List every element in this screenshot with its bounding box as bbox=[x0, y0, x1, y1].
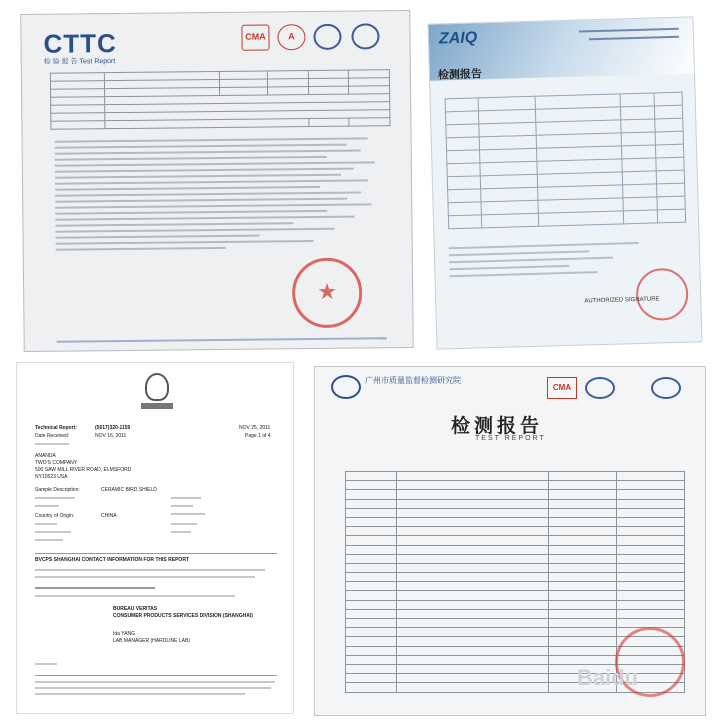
contact-heading: BVCPS SHANGHAI CONTACT INFORMATION FOR THIS REPORT bbox=[35, 557, 189, 563]
report-date: NOV 25, 2011 bbox=[239, 425, 271, 431]
client-address-line1: 500 SAW MILL RIVER ROAD, ELMSFORD bbox=[35, 467, 132, 473]
text-line bbox=[171, 497, 201, 499]
accreditation-seal-icon: A bbox=[277, 24, 305, 50]
technical-report-label: Technical Report: bbox=[35, 425, 77, 431]
baidu-watermark: Baidu bbox=[577, 665, 639, 690]
text-line bbox=[35, 523, 57, 525]
signer-name: Ida YANG bbox=[113, 631, 136, 637]
signer-title: LAB MANAGER (HARDLINE LAB) bbox=[113, 638, 190, 644]
country-origin-label: Country of Origin: bbox=[35, 513, 75, 519]
cma-seal-icon: CMA bbox=[547, 377, 577, 399]
bureau-name: BUREAU VERITAS bbox=[113, 606, 158, 612]
client-company: TWO'S COMPANY bbox=[35, 460, 78, 466]
institute-header: 广州市质量监督检测研究院 bbox=[365, 376, 461, 385]
text-line bbox=[35, 576, 255, 578]
ilac-ring-icon bbox=[351, 23, 379, 49]
bureau-veritas-technical-report bbox=[16, 362, 294, 714]
cnas-ring-icon bbox=[313, 24, 341, 50]
cnas-ring-icon bbox=[585, 377, 615, 399]
zaiq-test-report bbox=[428, 16, 703, 349]
zaiq-logo-text: ZAIQ bbox=[438, 29, 478, 48]
cttc-test-report bbox=[20, 10, 414, 352]
text-line bbox=[35, 569, 265, 571]
technical-report-number: (5617)320-1159 bbox=[95, 425, 131, 431]
text-line bbox=[35, 505, 59, 507]
client-name: ANANDA bbox=[35, 453, 56, 459]
text-line bbox=[35, 539, 63, 541]
text-line bbox=[171, 513, 205, 515]
client-address-line2: NY10523 USA bbox=[35, 474, 68, 480]
zaiq-results-table bbox=[445, 92, 687, 230]
division-name: CONSUMER PRODUCTS SERVICES DIVISION (SHANGHAI) bbox=[113, 613, 253, 619]
cma-seal-icon: CMA bbox=[241, 24, 269, 50]
cttc-footer-line bbox=[53, 333, 391, 347]
ilac-ring-icon bbox=[651, 377, 681, 399]
red-official-stamp: ★ bbox=[292, 257, 363, 328]
text-line bbox=[35, 587, 155, 589]
bureau-veritas-logo-icon bbox=[145, 373, 169, 401]
cttc-info-table bbox=[50, 69, 391, 130]
footer-divider bbox=[35, 675, 277, 676]
section-divider bbox=[35, 553, 277, 554]
report-subtitle: TEST REPORT bbox=[475, 435, 546, 442]
red-official-stamp bbox=[635, 268, 688, 321]
cttc-results-body bbox=[51, 133, 392, 255]
footer-text-line bbox=[35, 687, 271, 689]
report-title: 检测报告 bbox=[451, 416, 544, 437]
authorized-signature-label: AUTHORIZED SIGNATURE bbox=[584, 296, 660, 305]
text-line bbox=[35, 531, 71, 533]
text-line bbox=[171, 523, 197, 525]
text-line bbox=[35, 443, 69, 445]
text-line bbox=[171, 505, 193, 507]
date-received-value: NOV 16, 2011 bbox=[95, 433, 127, 439]
cttc-logo-text: CTTC bbox=[43, 28, 118, 59]
guangzhou-test-report bbox=[314, 366, 706, 716]
sample-description-value: CERAMIC BIRD SHIELD bbox=[101, 487, 157, 493]
text-line bbox=[35, 595, 235, 597]
footer-text-line bbox=[35, 681, 275, 683]
date-received-label: Date Received: bbox=[35, 433, 70, 439]
text-line bbox=[35, 497, 75, 499]
bureau-veritas-logo-bar bbox=[141, 403, 173, 409]
text-line bbox=[171, 531, 191, 533]
country-origin-value: CHINA bbox=[101, 513, 117, 519]
cttc-report-subtitle: 检 验 报 告 Test Report bbox=[43, 58, 116, 66]
sample-description-label: Sample Description: bbox=[35, 487, 80, 493]
text-line bbox=[35, 663, 57, 665]
zaiq-report-title: 检测报告 bbox=[437, 68, 483, 82]
zaiq-notes bbox=[449, 237, 650, 283]
page-info: Page 1 of 4 bbox=[245, 433, 271, 439]
institute-logo-icon bbox=[331, 375, 361, 399]
footer-text-line bbox=[35, 693, 245, 695]
